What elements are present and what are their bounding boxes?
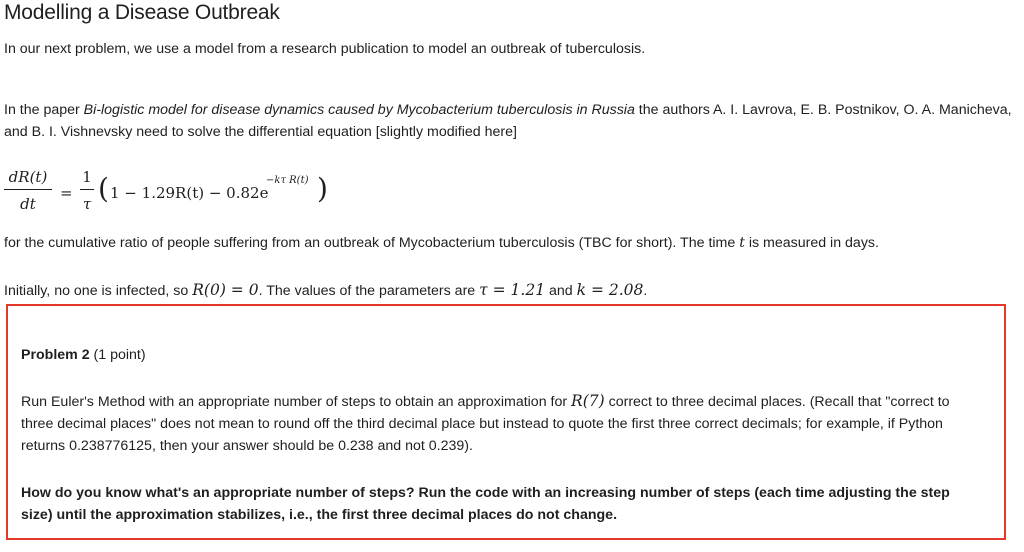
equals-sign: = bbox=[60, 184, 73, 202]
close-paren: ) bbox=[317, 172, 328, 205]
equation-exponent: −kτ R(t) bbox=[266, 175, 309, 186]
tau-value: τ = 1.21 bbox=[479, 281, 546, 299]
rhs-denominator: τ bbox=[82, 195, 92, 213]
time-variable: t bbox=[739, 235, 745, 251]
lhs-denominator: dt bbox=[20, 195, 36, 213]
intro-paragraph: In our next problem, we use a model from a research publication to model an outbreak of tuberculosis. bbox=[4, 41, 646, 57]
problem-body-suffix: correct to three decimal places. (Recall that "correct to three decimal places" does not mean to round off the third decimal place but instead to quote the first three correct decimals; for example, if Python returns 0.238776125, then your answer should be 0.238 and not 0.239). bbox=[21, 394, 950, 454]
problem-box bbox=[6, 304, 1006, 540]
cumulative-paragraph bbox=[4, 232, 1016, 254]
initial-end: . bbox=[643, 283, 648, 299]
problem-bold-note: How do you know what's an appropriate number of steps? Run the code with an increasing number of steps (each time adjusting the step size) until the approximation stabilizes, i.e., the first three decimal places do not change. bbox=[21, 485, 950, 523]
problem-body-prefix: Run Euler's Method with an appropriate number of steps to obtain an approximation for bbox=[21, 394, 572, 410]
lhs-numerator: dR(t) bbox=[4, 168, 52, 190]
k-value: k = 2.08 bbox=[576, 281, 644, 299]
cumulative-text: for the cumulative ratio of people suffering from an outbreak of Mycobacterium tuberculosis (TBC for short). The time bbox=[4, 235, 740, 251]
problem-points: (1 point) bbox=[89, 347, 146, 363]
open-paren: ( bbox=[98, 172, 109, 205]
problem-title: Problem 2 bbox=[21, 347, 90, 363]
paper-title: Bi-logistic model for disease dynamics caused by Mycobacterium tuberculosis in Russia bbox=[83, 102, 635, 118]
rhs-numerator: 1 bbox=[80, 168, 94, 190]
rhs-fraction bbox=[80, 168, 94, 213]
initial-prefix: Initially, no one is infected, so bbox=[4, 283, 193, 299]
initial-mid: . The values of the parameters are bbox=[258, 283, 480, 299]
initial-conditions-paragraph bbox=[4, 279, 1016, 302]
problem-body bbox=[21, 390, 981, 457]
lhs-fraction bbox=[4, 168, 52, 213]
initial-and: and bbox=[545, 283, 577, 299]
page-title: Modelling a Disease Outbreak bbox=[4, 1, 280, 24]
equation-body: 1 − 1.29R(t) − 0.82e bbox=[110, 184, 269, 202]
paper-prefix: In the paper bbox=[4, 102, 84, 118]
problem-body-math: R(7) bbox=[571, 392, 605, 410]
problem-heading bbox=[21, 344, 981, 366]
paper-paragraph bbox=[4, 99, 1016, 143]
initial-condition: R(0) = 0 bbox=[192, 281, 259, 299]
paper-suffix: the authors A. I. Lavrova, E. B. Postnikov, O. A. Manicheva, and B. I. Vishnevsky need to solve the differential equation [slightly modified here] bbox=[4, 102, 1012, 140]
cumulative-suffix: is measured in days. bbox=[744, 235, 879, 251]
